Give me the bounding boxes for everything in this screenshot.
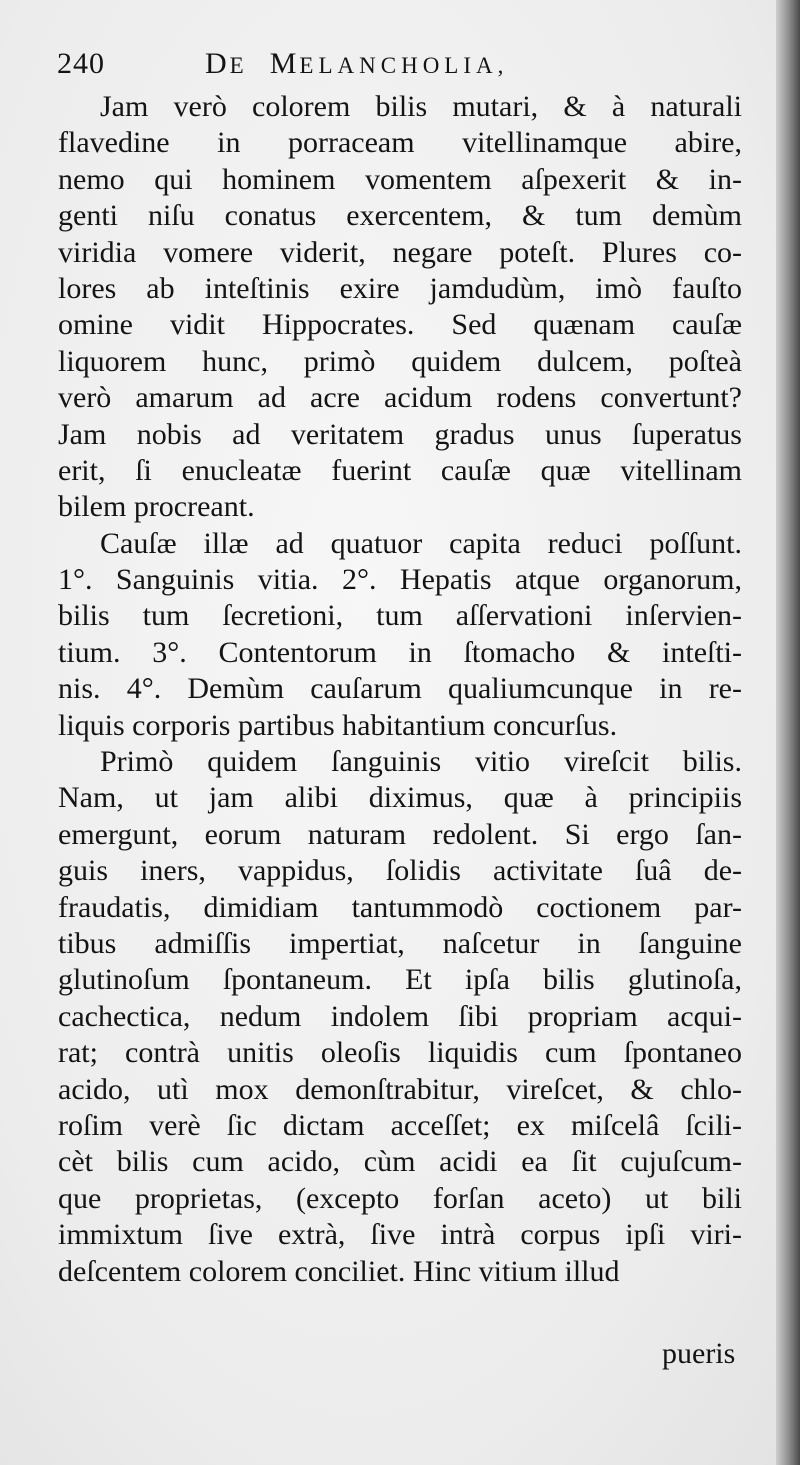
text-line: Nam, ut jam alibi diximus, quæ à principiis xyxy=(58,781,742,815)
text-line: Primò quidem ſanguinis vitio vireſcit bilis. xyxy=(100,745,742,779)
running-title-initial: D xyxy=(205,47,230,80)
text-line: nemo qui hominem vomentem aſpexerit & in- xyxy=(58,162,742,196)
text-line: Jam nobis ad veritatem gradus unus ſuperatus xyxy=(58,417,742,451)
text-line: viridia vomere viderit, negare poteſt. Plures co- xyxy=(58,235,742,269)
text-line: roſim verè ſic dictam acceſſet; ex miſcelâ ſcili- xyxy=(58,1108,742,1142)
text-line: que proprietas, (excepto forſan aceto) ut bili xyxy=(58,1181,742,1215)
text-line: deſcentem colorem conciliet. Hinc vitium illud xyxy=(58,1254,620,1288)
text-line: bilis tum ſecretioni, tum aſſervationi inſervien- xyxy=(58,599,742,633)
running-title-smallcaps-2: ELANCHOLIA, xyxy=(299,53,509,78)
text-line: liquorem hunc, primò quidem dulcem, poſteà xyxy=(58,344,742,378)
text-line: glutinoſum ſpontaneum. Et ipſa bilis glutinoſa, xyxy=(58,963,742,997)
text-line: fraudatis, dimidiam tantummodò coctionem par- xyxy=(58,890,742,924)
paragraph xyxy=(58,744,742,1290)
text-line: cachectica, nedum indolem ſibi propriam acqui- xyxy=(58,999,742,1033)
text-line: genti niſu conatus exercentem, & tum demùm xyxy=(58,199,742,233)
running-title-initial-2: M xyxy=(269,47,300,80)
body-text xyxy=(58,89,742,1290)
paragraph xyxy=(58,526,742,744)
text-line: tium. 3°. Contentorum in ſtomacho & inteſti- xyxy=(58,635,742,669)
paragraph xyxy=(58,89,742,526)
page-gutter-shadow xyxy=(776,0,800,1465)
text-line: acido, utì mox demonſtrabitur, vireſcet, & chlo- xyxy=(58,1072,742,1106)
page-header xyxy=(57,44,757,94)
text-line: rat; contrà unitis oleoſis liquidis cum ſpontaneo xyxy=(58,1036,742,1070)
text-line: tibus admiſſis impertiat, naſcetur in ſanguine xyxy=(58,926,742,960)
text-line: flavedine in porraceam vitellinamque abire, xyxy=(58,126,742,160)
catchword: pueris xyxy=(662,1337,736,1370)
text-line: Jam verò colorem bilis mutari, & à naturali xyxy=(100,90,742,123)
text-line: cèt bilis cum acido, cùm acidi ea ſit cujuſcum- xyxy=(58,1145,742,1179)
page-number: 240 xyxy=(57,47,105,80)
text-line: 1°. Sanguinis vitia. 2°. Hepatis atque organorum, xyxy=(58,563,742,597)
text-line: immixtum ſive extrà, ſive intrà corpus ipſi viri- xyxy=(58,1218,742,1252)
text-line: Cauſæ illæ ad quatuor capita reduci poſſunt. xyxy=(100,526,742,560)
text-line: omine vidit Hippocrates. Sed quænam cauſæ xyxy=(58,308,742,342)
text-line: bilem procreant. xyxy=(58,490,255,524)
text-line: guis iners, vappidus, ſolidis activitate ſuâ de- xyxy=(58,854,742,888)
text-line: lores ab inteſtinis exire jamdudùm, imò fauſto xyxy=(58,271,742,305)
text-line: nis. 4°. Demùm cauſarum qualiumcunque in re- xyxy=(58,672,742,706)
running-title xyxy=(205,44,508,86)
text-line: erit, ſi enucleatæ fuerint cauſæ quæ vitellinam xyxy=(58,453,742,487)
running-title-smallcaps: E xyxy=(229,53,249,78)
text-line: emergunt, eorum naturam redolent. Si ergo ſan- xyxy=(58,817,742,851)
text-line: liquis corporis partibus habitantium concurſus. xyxy=(58,708,618,742)
text-line: verò amarum ad acre acidum rodens convertunt? xyxy=(58,381,742,415)
